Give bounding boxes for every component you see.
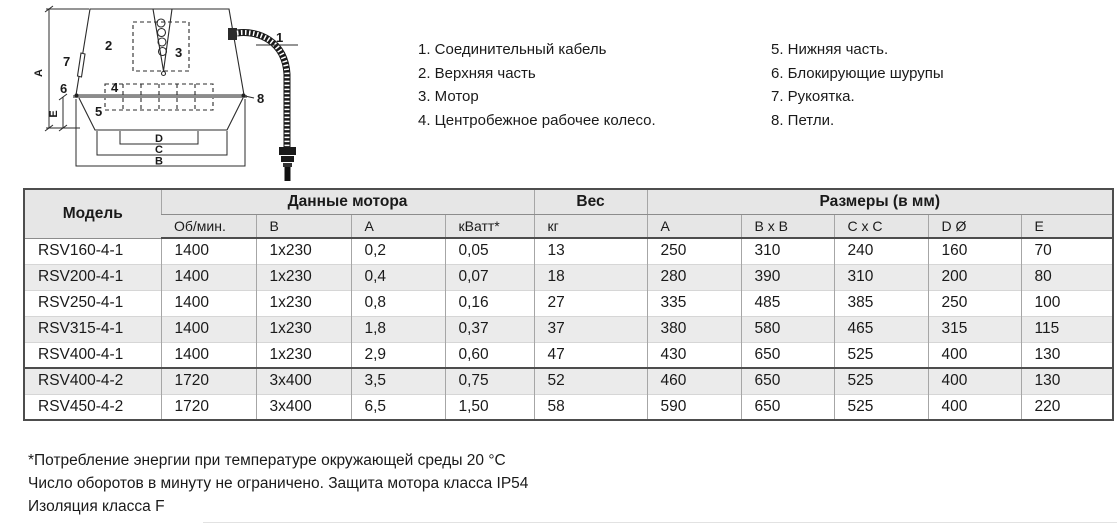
spec-cell: 400	[928, 394, 1021, 420]
spec-cell: 27	[534, 290, 647, 316]
model-cell: RSV160-4-1	[38, 242, 124, 259]
spec-cell: 130	[1021, 368, 1113, 394]
col-header-volts: В	[256, 214, 351, 238]
model-cell: RSV400-4-2	[24, 368, 161, 394]
callout-2: 2	[105, 38, 113, 53]
col-header-dim-d: D Ø	[928, 214, 1021, 238]
col-header-model: Модель	[24, 189, 161, 238]
col-header-dim-bxb: B x B	[741, 214, 834, 238]
col-header-rpm: Об/мин.	[161, 214, 256, 238]
table-row	[24, 264, 1113, 290]
spec-cell: 0,05	[445, 238, 534, 264]
model-cell: RSV200-4-1	[24, 264, 161, 290]
dim-label-e: E	[48, 110, 60, 118]
spec-cell: 380	[647, 316, 741, 342]
footnote-line: Число оборотов в минуту не ограничено. Защита мотора класса IP54	[28, 475, 529, 492]
spec-cell: 58	[534, 394, 647, 420]
col-header-dim-a: A	[647, 214, 741, 238]
spec-cell: 130	[1021, 342, 1113, 368]
table-row	[24, 342, 1113, 368]
footnote-line: *Потребление энергии при температуре окружающей среды 20 °C	[28, 452, 506, 469]
model-cell: RSV450-4-2	[24, 394, 161, 420]
legend-item: 2. Верхняя часть	[418, 64, 536, 82]
spec-cell: 1400	[161, 316, 256, 342]
spec-cell: 0,07	[445, 264, 534, 290]
spec-cell: 525	[834, 368, 928, 394]
spec-cell: 3x400	[256, 394, 351, 420]
table-row	[24, 316, 1113, 342]
spec-cell: 0,2	[351, 238, 445, 264]
spec-cell: 525	[834, 394, 928, 420]
callout-7: 7	[63, 54, 71, 69]
footnote-line: Изоляция класса F	[28, 498, 165, 515]
spec-cell: 0,60	[445, 342, 534, 368]
spec-cell: 1400	[161, 290, 256, 316]
spec-cell: 70	[1021, 238, 1113, 264]
spec-cell: 315	[928, 316, 1021, 342]
legend-item: 4. Центробежное рабочее колесо.	[418, 111, 656, 129]
col-header-kg: кг	[534, 214, 647, 238]
spec-cell: 525	[834, 342, 928, 368]
spec-cell: 0,75	[445, 368, 534, 394]
table-row	[24, 290, 1113, 316]
spec-cell: 1720	[161, 394, 256, 420]
dim-label-a: A	[33, 69, 45, 77]
callout-4: 4	[111, 80, 119, 95]
spec-cell: 580	[741, 316, 834, 342]
table-group-header-row	[24, 189, 1113, 214]
spec-cell: 1400	[161, 264, 256, 290]
spec-cell: 47	[534, 342, 647, 368]
spec-cell: 250	[928, 290, 1021, 316]
callout-8: 8	[257, 91, 265, 106]
spec-cell: 430	[647, 342, 741, 368]
spec-cell: 6,5	[351, 394, 445, 420]
spec-cell: 1x230	[256, 316, 351, 342]
spec-cell: 1,50	[445, 394, 534, 420]
legend-item: 1. Соединительный кабель	[418, 41, 607, 58]
footnotes	[28, 449, 528, 518]
legend-item: 8. Петли.	[771, 111, 835, 129]
callout-3: 3	[175, 45, 183, 60]
spec-cell: 1400	[161, 238, 256, 264]
spec-cell: 250	[647, 238, 741, 264]
cable-gland-fitting	[228, 28, 237, 40]
spec-cell: 115	[1021, 316, 1113, 342]
callout-1: 1	[276, 30, 284, 45]
locking-screw-dot	[75, 94, 79, 98]
col-header-dim-cxc: C x C	[834, 214, 928, 238]
spec-cell: 485	[741, 290, 834, 316]
table-row	[24, 238, 1113, 264]
spec-cell: 0,8	[351, 290, 445, 316]
model-cell: RSV250-4-1	[24, 290, 161, 316]
dim-label-b: B	[155, 155, 163, 168]
spec-cell: 310	[741, 238, 834, 264]
spec-cell: 400	[928, 342, 1021, 368]
hinge-dot	[242, 94, 246, 98]
legend-item: 5. Нижняя часть.	[771, 41, 889, 58]
table-sub-header-row	[24, 214, 1113, 238]
spec-cell: 1x230	[256, 290, 351, 316]
spec-cell: 2,9	[351, 342, 445, 368]
spec-cell: 280	[647, 264, 741, 290]
legend-item: 3. Мотор	[418, 88, 479, 105]
callout-6: 6	[60, 81, 68, 96]
spec-cell: 80	[1021, 264, 1113, 290]
callout-5: 5	[95, 104, 103, 119]
spec-cell: 1x230	[256, 238, 351, 264]
group-header-motor-data: Данные мотора	[161, 189, 534, 214]
spec-table-container	[23, 188, 1114, 421]
spec-cell: 650	[741, 394, 834, 420]
spec-cell: 1400	[161, 342, 256, 368]
model-cell: RSV315-4-1	[24, 316, 161, 342]
dimension-e-lines	[59, 94, 67, 131]
table-row	[24, 368, 1113, 394]
dim-label-d: D	[155, 133, 163, 145]
fan-technical-drawing	[0, 0, 310, 186]
group-header-dimensions: Размеры (в мм)	[647, 189, 1113, 214]
spec-cell: 3x400	[256, 368, 351, 394]
spec-cell: 220	[1021, 394, 1113, 420]
parts-legend-right	[771, 38, 944, 132]
spec-cell: 0,37	[445, 316, 534, 342]
legend-item: 6. Блокирующие шурупы	[771, 64, 944, 82]
spec-cell: 240	[834, 238, 928, 264]
spec-cell: 400	[928, 368, 1021, 394]
spec-cell: 460	[647, 368, 741, 394]
model-cell: RSV400-4-1	[24, 342, 161, 368]
legend-item: 7. Рукоятка.	[771, 88, 855, 105]
spec-cell: 1x230	[256, 342, 351, 368]
spec-cell: 18	[534, 264, 647, 290]
group-header-weight: Вес	[534, 189, 647, 214]
spec-table-body	[24, 238, 1113, 420]
spec-cell: 200	[928, 264, 1021, 290]
spec-cell: 650	[741, 368, 834, 394]
spec-cell: 1x230	[256, 264, 351, 290]
cable-connector	[279, 147, 296, 181]
spec-cell: 52	[534, 368, 647, 394]
spec-cell: 0,4	[351, 264, 445, 290]
col-header-amps: А	[351, 214, 445, 238]
spec-cell: 160	[928, 238, 1021, 264]
parts-legend-left	[418, 38, 656, 132]
spec-cell: 590	[647, 394, 741, 420]
spec-cell: 0,16	[445, 290, 534, 316]
dim-label-c: C	[155, 144, 163, 156]
spec-cell: 13	[534, 238, 647, 264]
col-header-dim-e: E	[1021, 214, 1113, 238]
spec-cell: 385	[834, 290, 928, 316]
spec-cell: 335	[647, 290, 741, 316]
spec-cell: 465	[834, 316, 928, 342]
lower-housing-outline	[79, 98, 243, 130]
col-header-kwatt: кВатт*	[445, 214, 534, 238]
spec-cell: 1720	[161, 368, 256, 394]
spec-cell: 37	[534, 316, 647, 342]
spec-cell: 3,5	[351, 368, 445, 394]
table-row	[24, 394, 1113, 420]
spec-table	[23, 188, 1114, 421]
page-edge-line	[203, 522, 1117, 523]
spec-cell: 1,8	[351, 316, 445, 342]
spec-cell: 310	[834, 264, 928, 290]
spec-cell: 100	[1021, 290, 1113, 316]
spec-cell: 390	[741, 264, 834, 290]
spec-cell: 650	[741, 342, 834, 368]
